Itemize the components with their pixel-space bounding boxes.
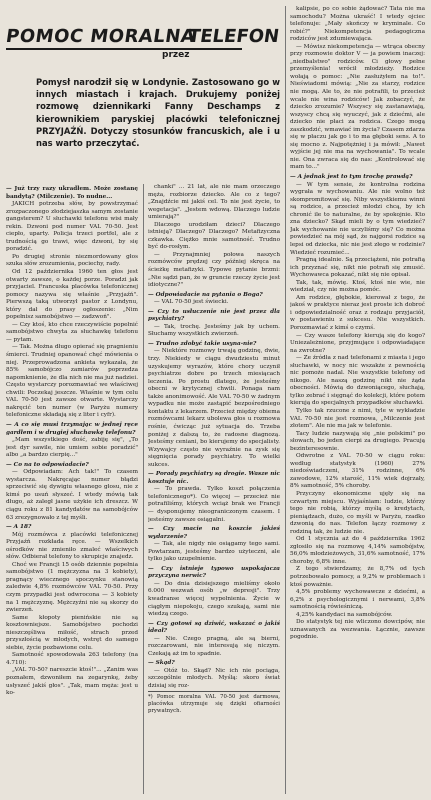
headline-main: POMOC MORALNA [4,26,197,47]
paragraph: Do statystyk tej nie wliczono dowcipów, nie uznawanych za wezwania. Łącznie, zawsze pogodnie. [290,619,425,641]
paragraph: — VAL 70-50 jest świecki. [154,299,229,306]
column-1 [6,184,138,794]
paragraph: — Nie. Czego pragną, ale są bierni, rozczarowani, nie interesują się niczym. Czekają aż im to spadnie. [148,635,280,657]
paragraph: — Tak, trochę. Jesteśmy jak by uchem. Słuchamy wszystkich zwierzeń. [148,323,280,338]
paragraph: — Ze źródła z nad telefonami z miasta i jego słuchawki, w nocy nic wszakże z pewnością nic pomoże nadal. Nie wszystkie telefony od nikogo. Ale naszą godzinę nikt nie żąda obecności. Mówią do dzwoniącego, słuchają, tylko zebrać i sięgnąć do kolekcji, które potem kierują do specjalnych przypadków słuchawki. [290,355,425,407]
question: — Czy macie na koszcie jakieś wydarzenie? [148,526,280,540]
paragraph: Po drugiej stronie niezmordowany głos szuka słów zrozumienia, pociechy, rady. [6,253,138,268]
column-3 [290,6,425,794]
question: — Co na to odpowiadacie? [6,461,89,468]
paragraph: Tylko tak rzucone z nimi, tyle w wykładzie VAL 70-50 nie jest rozmowa, „Milczenie jest złotem". Ale nie ma jak w telefonie. [290,407,425,430]
paragraph: — Mówisz niekompetencja — wtrąca obecny przy rozmowie doktor V — ja powiem inaczej: „niedbalstwo" rodziców. Ci głowy pełne przemyślenia! wrócił młodzieży. Rodzice wołają o pomoc: „Nie zasłużyłem na to!". Nieświadomi mówią: „Nie za starzy, rodzice nie mogą. Ale to, że nie potrafili, to przecież wcale nie wina rodziców! Jak zobaczyć, że dziecko zrozumie? Wszyscy się zastanawiają, wszyscy chcą się wyuczyć, jak z dziećmi, ale dziecko nie płaci za rodzica. Czego mogą zaszkodzić, wmawiać im życia? Czasem zdarza się w płaczu jak go i to ma głęboki sens. A to się mocno z. Najpotężniej i ja mówił: „Nawet wyjście jej nie ma na wychowania". To wcale nie. Ona zwraca się do nas: „Kontrolować się mam to..." [290,43,425,171]
paragraph: JAKICH potrzeba słów, by powstrzymać zrozpaczonego złodziejaszka samym zostanie gangsterem? U słuchawki telefonu wisi mały rekin. Dzwoni pod numer VAL 70-50. Jest ciepło, uparty. Policja trzeci portfel, ale z trudnością go trawi, więc dzwoni, by się poradzić. [6,201,138,253]
paragraph: — Czy ktoś, kto chce rzeczywiście popełnić samobójstwo chwyta za słuchawkę telefonu — pytam. [6,321,138,343]
paragraph: Samotność spowodowała 263 telefony (na 4.710): [6,652,138,666]
question: — Porady psychiatry są drogie. Wasze nic kosztuje nic. [148,471,280,485]
paragraph: — Otóż to. Skąd? Nic ich nie pociąga, szczególnie młodych. Myślą: skoro świat dzisiaj się roz- [148,667,280,689]
headline [4,6,281,68]
lead-paragraph: Pomysł narodził się w Londynie. Zastosowano go w innych miastach i krajach. Drukujemy poniżej rozmowę dziennikarki Fanny Deschamps z kierownikiem paryskiej placówki telefonicznej PRZYJAŹŃ. Dotyczy stosunków francuskich, ale i u nas warto przeczytać. [36,77,280,149]
article-page [6,6,425,794]
headline-rule [6,48,242,50]
paragraph: — Czy wasze telefony kierują się do kogo? Uniezależnione, przyjmujące i odpowiadające na zwrotne? [290,332,425,354]
paragraph: — Tak. Można długo opierać się pragnieniu śmierci. Trudniej opanować chęć mówienia o niej. Przeprowadzona ankieta wykazała, że 85% samobójczo zamiarów poprzedza napomknienie, że dla nich nie ma już nadziei. Często wystarczy porozmawiać we właściwej chwili: Poczekaj jeszcze. Właśnie w tym celu VAL 70-50 jest zawsze otwarte. Wystarczy nakręcić ten numer (w Paryżu numery telefoniczne składają się z liter i cyfr). [6,344,138,419]
question: — Odpowiadacie na pytania o Boga? [148,291,263,298]
question: — Trudno zdobyć takie usyna-nie? [148,340,257,347]
paragraph: — Do dnia dzisiejszego mieliśmy około 6.000 wezwań osób „w depresji". Trzy kwadranse więcej wypełnienia. Życie w ciągłym niepokoju, czego szukają, sami nie wiedzą czego. [148,580,280,618]
headline-przez: przez [162,50,190,60]
question: — Czy istnieje typowo uspokajacza przyczyna nerwic? [148,565,280,580]
paragraph: Przyczyny ekonomiczne ujęły się na czwartym miejscu. Wyjaśniam: ludzie, którzy tego nie robią, którzy myślą o kredytach, pieniądzach, dużo, co myśli w Paryżu, rzadko dzwonią do nas. Telefon łączy rozmowy z rodziną tak, że ludzie nie. [290,491,425,535]
footnote: *) Pomoc moralna VAL 70-50 jest darmowa, placówka utrzymuje się dzięki ofiarności prywatnych. [148,691,280,715]
question: — Skąd? [148,660,175,667]
paragraph: — To prawda. Tylko koszt połączenia telefonicznego*). Co więcej — przecież nie potrafiliśmy, których wciąż brak we Francji — dysponujemy nieograniczonym czasem. I jesteśmy zawsze osiągalni. [148,486,280,523]
paragraph: — W tym sensie, że kontrolna rodzina wygrała w wychowaniu. Ale nie wolno też skompromitować się. Niby wszystkiemu winni są rodzice, a przecież młodzi chcą, by ich chronić ile to naturalne, że by spokojnie. Kto zna dziecko? Skąd mieli by o tym wiedzieć? Jak wychowanie nie uczyliśmy się? Co można powiedzieć na mój sąd, że najgorsi rodzice są lepsi od dziecka, nic nie jest złego w rodzinie? Wiedzieć rozumieć... [290,181,425,256]
paragraph: Tacy ludzie nazywają się „nie polskimi" po słowach, bo jeden cierpi za drugiego. Pracują bezinteresownie. [290,430,425,452]
paragraph: chanki" ... 21 lat, ale nie mam orzeczego męża, rozbiorze dziecko. Ale co z tego? „Znajdźcie mi jakiś cel. To nie jest życie, to wegetacja". „Jestem wdową. Dlaczego ludzie umierają?" [148,184,280,221]
paragraph: — Niektóre rozmowy trwają godzinę, dwie, trzy. Niekiedy w ciągu dwudziestu minut uzyskujemy wyrazów, które chory uczynił psychiatrze dobre po trzech miesiącach leczenia. Po prostu dlatego, że jesteśmy obecni w krytycznej chwili. Ponaga nam także anonimowość. Ale VAL 70-50 w żadnym wypadku nie może zastąpić bezpośredniego kontaktu z lekarzem. Przecież między obiema rozmówcami lekarz ubolewa głos u rozmowa rośnie, ćwicząc już sytuacja do. Trzeba poniżej z dalszą to, że radosne diagnozą. Jesteśmy ceniani, bo kierujemy do specjalisty. Wzywajcy często nie wyraźnie na zysk się sięgnięcia porady psychiatry. To wielki sukces. [148,348,280,468]
paragraph: Z tego stwierdzamy, że 8,7% od tych potrzebowało pomocy, a 9,2% w problemach i ktoś poważnie. [290,566,425,588]
paragraph: Odwrotne z VAL 70-50 w ciągu roku: według statystyk (1960) 27% niedoświadczeni, 31% rodzinne, 6% zawodowe, 12% starość, 11% wiek dojrzały, 8% samotność, 5% choroby. [290,453,425,490]
paragraph: — Tak, ale nigdy nie osiągamy tego sami. Powtarzam, jesteśmy bardzo użyteczni, ale tylko jako uzupełnienie. [148,541,280,563]
question: — Już trzy razy ukradłem. Może zostanę bandytą? (Milczenie). To nudne... [6,186,138,200]
question: — Czy to usłuczenie nie jest przez dla psychiatry? [148,308,280,323]
paragraph: Od 12 października 1960 ten głos jest otwarty zawsze, o każdej porze. Poradzi jak przyjaciel. Francuska placówka telefonicznej pomocy nazywa się właśnie „Przyjaźń". Pierwszą taką utworzył pastor z Londynu, który dał do prasy ogłoszenie: „Nim popełnisz samobójstwo — zadzwoń". [6,269,138,321]
paragraph: Dlaczego urodziłam dzieci? Dlaczego istnieją? Dlaczego? Dlaczego? Metafizyczna czkawka. Ciężko mnie samotność. Trudno być do-rosłym. [148,221,280,251]
paragraph: „VAL 70-50? nareszcie ktoś!"... „Zanim was poznałem, dzwoniłem na zegarynkę, żeby usłyszeć jakiś głos". „Tak, mam męża: jest u ko- [6,667,138,697]
paragraph: — Przynajmniej połowa naszych rozmówców prędzej czy później skręca na ścieżkę metafizyki. Typowe pytanie brzmi: „Nie sądzi pan, że w gruncie rzeczy życie jest idiotyczne?" [148,251,280,289]
paragraph: 4,25% kandydaci na samobójców. [296,611,393,618]
paragraph: Choć we Francji 15 osób dziennie popełnia samobójstwo (1 mężczyzna na 3 kobiety), pragnący wiecznego spoczynku stanowią zaledwie 4,8% rozmówców VAL 70-50. Przy czym przypadki jest odwrocona — 3 kobiety na 1 mężczyznę. Mężczyźni nie są skorzy do zwierzeń. [6,561,138,614]
paragraph: Pragną idealnie. Są przeciążeni, nie potrafią ich przyznać się, nikt nie potrafi się zmusić. Wychowawca pokazać, nikt się nie opisał. [290,257,425,279]
paragraph: kalipsie, po co sobie żądować? Tata nie ma samochodu? Można ukraść! I wtedy ojciec telefonuje: „Mały skończy w kryminale. Co robić?" Niekompetencja pedagogiczna rodziców jest zdumiewająca. [290,6,425,43]
paragraph: Od 1 stycznia aż do 4 października 1962 zgłosiło się na rozmowę 4,14% samobójstw, 56,0% młodzieżowych, 31,6% samotność, 17% choroby, 6,8% inne. [290,536,425,565]
paragraph: 4,5% problemy wychowawcze z dziećmi, a 6,2% z psychologicznymi i nerwami, 3,8% samotnością rówieśniczą. [290,589,425,611]
headline-telefon: TELEFON [186,26,281,47]
question: — A co się musi trzymając w jednej ręce gardłem i w drugiej słuchawkę telefonu? [6,421,138,436]
question: — A jednak jest to tym trochę prawdą? [290,174,413,181]
column-2 [148,184,280,794]
paragraph: Mój rozmówca z placówki telefonicznej Przyjaźń rozkłada ręce. — Wszelkich ośrodków nie zmieniło zmaleć właściwych słów. Odbierał telefony to skrupicje znajedz. [6,531,138,561]
paragraph: „Mam wszystkiego dość, zabiję się", „To jest dyr sawile, nie umiem sobie poradzić" albo „a bardzo cierpię..." [6,437,138,459]
question: — A 18? [6,524,32,531]
paragraph: — Odpowiadam: Ach tak!" To czasem wystarcza. Nakręcając numer błądzi sprzeciwić się dywigiu własnego głosu, nie z kimś po usuń słyszeć. I wtedy mówią tak długo, aż zaległ jasne użykie ich dreszcz. W ciągu roku z 81 kandydatów na samobójców 63 zrezygnowało z tej myśli. [6,469,138,521]
paragraph: Am rodzice, głębokie, kierował z tego, że jakoś w praktyce nieraz jest proste ich dobroć i odpowiedzialność oraz z rodzaju przyjaciół, w postawieniu z sukcesu. Nie wszystkich. Porozmawiać z kimś o czymś. [290,294,425,331]
question: — Czy gotowi są dziwić, wskazać o jakiś ideał? [148,620,280,635]
paragraph: Same kłopoty pienińskie nie są kosztowniejsze. Samobójstwo pochodzi nieszczęśliwa miłość, strach przed przyszłością w młodych, wstręt do samego siebie, życie pozbawione celu. [6,614,138,651]
paragraph: Tak, tak, mówię. Ktoś, ktoś nie wie, nie wiedział, czy nie można pomóc. [290,279,425,294]
column-divider [285,6,286,794]
column-divider [143,184,144,794]
